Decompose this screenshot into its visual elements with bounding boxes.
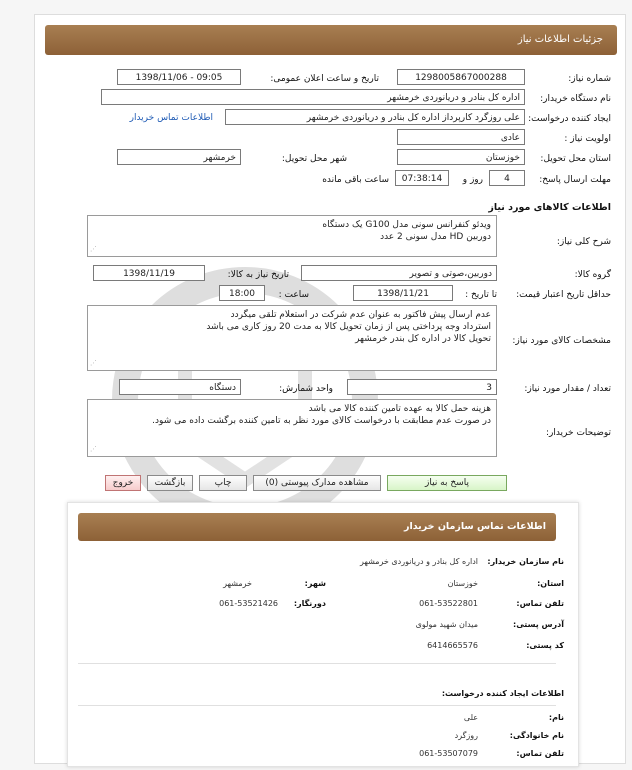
contact-province-label: استان:	[537, 579, 564, 588]
priority-field: عادی	[397, 129, 525, 145]
city-label: شهر محل تحویل:	[281, 154, 347, 164]
announce-label: تاریخ و ساعت اعلان عمومی:	[270, 74, 379, 84]
unit-field: دستگاه	[119, 379, 241, 395]
buyer-contact-panel	[67, 502, 579, 767]
view-documents-button[interactable]: مشاهده مدارک پیوستی (0)	[253, 475, 381, 491]
unit-label: واحد شمارش:	[279, 384, 333, 394]
creator-phone-label: تلفن تماس:	[516, 749, 564, 758]
contact-city-value: خرمشهر	[223, 579, 252, 588]
contact-phone-label: تلفن تماس:	[516, 599, 564, 608]
city-field: خرمشهر	[117, 149, 241, 165]
contact-postal-label: کد پستی:	[526, 641, 564, 650]
need-date-field: 1398/11/19	[93, 265, 205, 281]
specs-line-2: استرداد وجه پرداختی پس از زمان تحویل کالا به مدت 20 روز کاری می باشد	[206, 322, 491, 332]
buyer-contact-link[interactable]: اطلاعات تماس خریدار	[129, 113, 213, 123]
contact-title: اطلاعات تماس سازمان خریدار	[403, 521, 546, 532]
contact-header	[78, 513, 556, 541]
contact-phone-value: 061-53522801	[419, 599, 478, 608]
summary-label: شرح کلی نیاز:	[556, 237, 611, 247]
hour-field: 18:00	[219, 285, 265, 301]
buyer-notes-label: توضیحات خریدار:	[545, 428, 611, 438]
contact-org-label: نام سازمان خریدار:	[487, 557, 564, 566]
page-header	[45, 25, 617, 55]
hour-label: ساعت :	[278, 290, 309, 300]
buyer-notes-textarea[interactable]	[87, 399, 497, 457]
qty-label: تعداد / مقدار مورد نیاز:	[524, 384, 611, 394]
print-button[interactable]: چاپ	[199, 475, 247, 491]
min-validity-label: حداقل تاریخ اعتبار قیمت:	[516, 290, 611, 300]
priority-label: اولویت نیاز :	[564, 134, 611, 144]
summary-line-1: ویدئو کنفرانس سونی مدل G100 یک دستگاه	[322, 220, 491, 230]
page-title: جزئیات اطلاعات نیاز	[517, 34, 603, 45]
buyer-org-field: اداره کل بنادر و دریانوردی خرمشهر	[101, 89, 525, 105]
contact-fax-label: دورنگار:	[293, 599, 326, 608]
specs-line-3: تحویل کالا در اداره کل بندر خرمشهر	[355, 334, 491, 344]
need-date-label: تاریخ نیاز به کالا:	[227, 270, 289, 280]
creator-name-value: علی	[463, 713, 478, 722]
until-date-label: تا تاریخ :	[465, 290, 497, 300]
until-date-field: 1398/11/21	[353, 285, 453, 301]
main-panel	[34, 14, 626, 764]
group-field: دوربین،صوتی و تصویر	[301, 265, 497, 281]
contact-city-label: شهر:	[304, 579, 326, 588]
back-button[interactable]: بازگشت	[147, 475, 193, 491]
specs-line-1: عدم ارسال پیش فاکتور به عنوان عدم شرکت در استعلام تلقی میگردد	[230, 310, 491, 320]
creator-family-label: نام خانوادگی:	[509, 731, 564, 740]
announce-field: 1398/11/06 - 09:05	[117, 69, 241, 85]
creator-family-value: روزگرد	[454, 731, 478, 740]
need-number-label: شماره نیاز:	[568, 74, 611, 84]
contact-address-label: آدرس پستی:	[513, 620, 564, 629]
contact-address-value: میدان شهید مولوی	[415, 620, 478, 629]
specs-label: مشخصات کالای مورد نیاز:	[512, 336, 611, 346]
deadline-days-unit: روز و	[462, 175, 483, 185]
buyer-org-label: نام دستگاه خریدار:	[540, 94, 611, 104]
creator-section-title: اطلاعات ایجاد کننده درخواست:	[441, 689, 564, 698]
creator-name-label: نام:	[548, 713, 564, 722]
qty-field: 3	[347, 379, 497, 395]
need-number-field: 1298005867000288	[397, 69, 525, 85]
contact-divider	[78, 663, 556, 664]
creator-phone-value: 061-53507079	[419, 749, 478, 758]
deadline-time-field: 07:38:14	[395, 170, 449, 186]
contact-org-value: اداره کل بنادر و دریانوردی خرمشهر	[359, 557, 478, 566]
deadline-days-field: 4	[489, 170, 525, 186]
creator-label: ایجاد کننده درخواست:	[528, 114, 611, 124]
summary-textarea[interactable]	[87, 215, 497, 257]
contact-postal-value: 6414665576	[427, 641, 478, 650]
specs-textarea[interactable]	[87, 305, 497, 371]
deadline-label: مهلت ارسال پاسخ:	[539, 175, 611, 185]
goods-section-title: اطلاعات کالاهای مورد نیاز	[488, 202, 611, 213]
province-label: استان محل تحویل:	[540, 154, 611, 164]
buyer-notes-line-1: هزینه حمل کالا به عهده تامین کننده کالا می باشد	[308, 404, 491, 414]
deadline-remaining-label: ساعت باقی مانده	[322, 175, 389, 185]
exit-button[interactable]: خروج	[105, 475, 141, 491]
contact-fax-value: 061-53521426	[219, 599, 278, 608]
resize-grip-icon[interactable]: ⋰	[90, 359, 97, 367]
province-field: خوزستان	[397, 149, 525, 165]
summary-line-2: دوربین HD مدل سونی 2 عدد	[380, 232, 491, 242]
buyer-notes-line-2: در صورت عدم مطابقت با درخواست کالای مورد نظر به تامین کننده برگشت داده می شود.	[152, 416, 491, 426]
creator-field: علی روزگرد کارپرداز اداره کل بنادر و دریانوردی خرمشهر	[225, 109, 525, 125]
reply-button[interactable]: پاسخ به نیاز	[387, 475, 507, 491]
group-label: گروه کالا:	[574, 270, 611, 280]
creator-divider	[78, 705, 556, 706]
resize-grip-icon[interactable]: ⋰	[90, 445, 97, 453]
contact-province-value: خوزستان	[447, 579, 478, 588]
resize-grip-icon[interactable]: ⋰	[90, 245, 97, 253]
